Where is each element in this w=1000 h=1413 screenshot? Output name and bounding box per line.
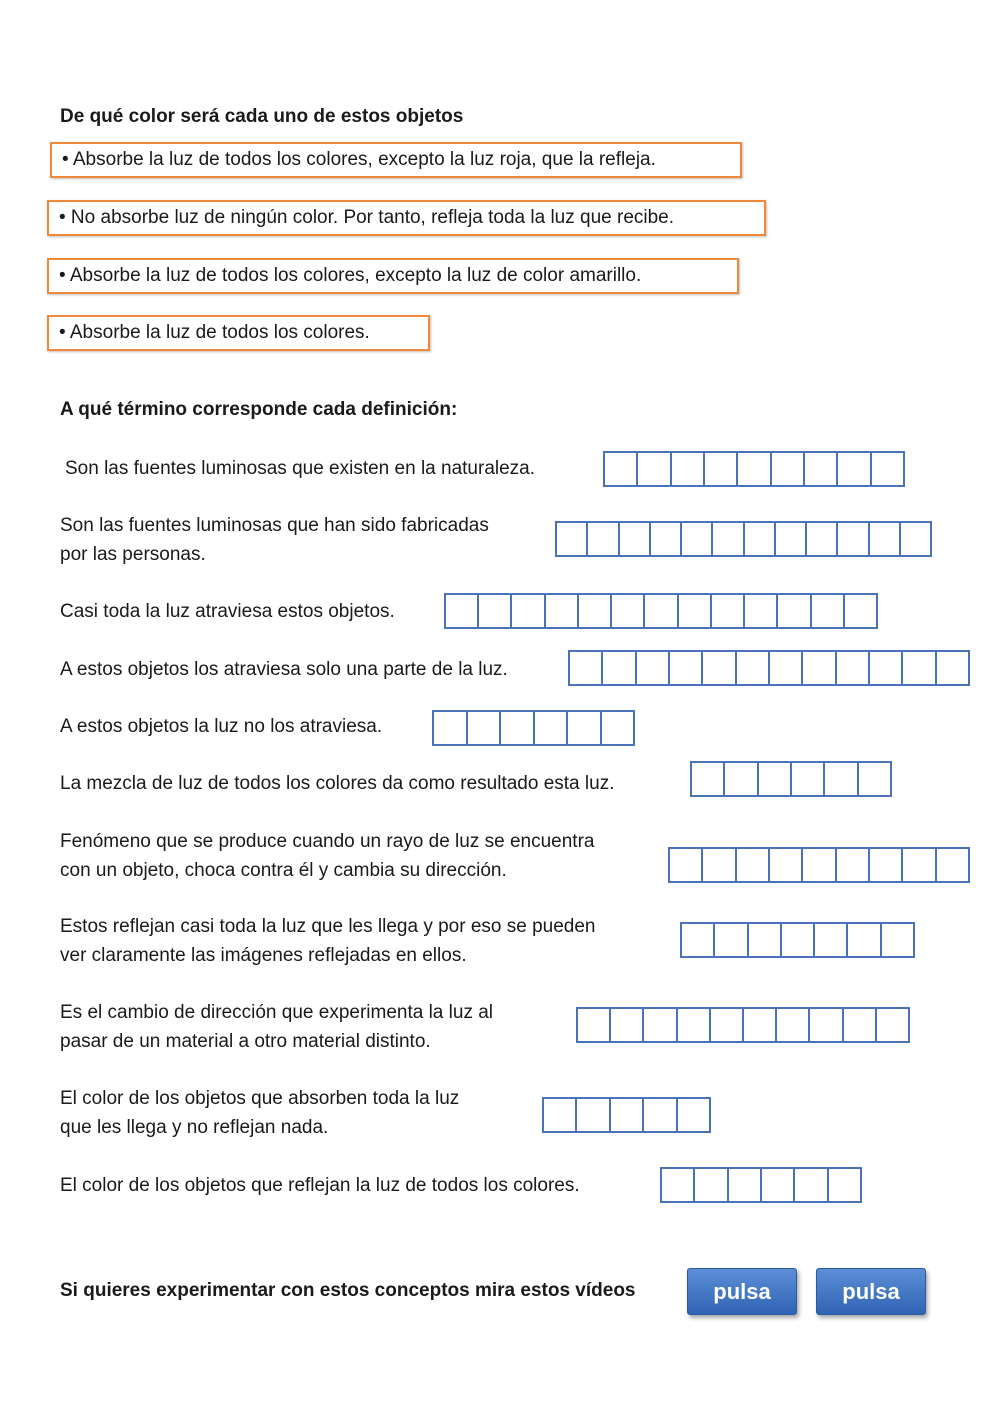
- letter-cell[interactable]: [877, 1009, 908, 1041]
- answer-boxes-10[interactable]: [542, 1097, 711, 1133]
- definition-line: Casi toda la luz atraviesa estos objetos.: [60, 601, 395, 622]
- letter-cell[interactable]: [807, 523, 838, 555]
- letter-cell[interactable]: [620, 523, 651, 555]
- letter-cell[interactable]: [844, 1009, 877, 1041]
- definition-text-2: [60, 511, 489, 569]
- letter-cell[interactable]: [738, 453, 771, 485]
- letter-cell[interactable]: [882, 924, 913, 956]
- definition-text-9: [60, 998, 493, 1056]
- letter-cell[interactable]: [901, 523, 930, 555]
- letter-cell[interactable]: [870, 652, 903, 684]
- letter-cell[interactable]: [603, 652, 636, 684]
- definition-line: por las personas.: [60, 544, 206, 565]
- letter-cell[interactable]: [611, 1009, 644, 1041]
- letter-cell[interactable]: [705, 453, 738, 485]
- letter-cell[interactable]: [679, 595, 712, 627]
- definition-line: El color de los objetos que absorben toda la luz: [60, 1088, 460, 1109]
- letter-cell[interactable]: [568, 712, 602, 744]
- letter-cell[interactable]: [805, 453, 838, 485]
- letter-cell[interactable]: [670, 652, 703, 684]
- letter-cell[interactable]: [678, 1099, 709, 1131]
- letter-cell[interactable]: [777, 1009, 810, 1041]
- letter-cell[interactable]: [479, 595, 512, 627]
- letter-cell[interactable]: [638, 453, 671, 485]
- answer-boxes-5[interactable]: [432, 710, 635, 746]
- letter-cell[interactable]: [937, 652, 968, 684]
- letter-cell[interactable]: [682, 523, 713, 555]
- letter-cell[interactable]: [501, 712, 535, 744]
- letter-cell[interactable]: [579, 595, 612, 627]
- letter-cell[interactable]: [446, 595, 479, 627]
- definition-text-8: [60, 912, 596, 970]
- letter-cell[interactable]: [838, 453, 871, 485]
- letter-cell[interactable]: [670, 849, 703, 881]
- object-description-2: • No absorbe luz de ningún color. Por tanto, refleja toda la luz que recibe.: [47, 200, 766, 236]
- answer-boxes-3[interactable]: [444, 593, 878, 629]
- letter-cell[interactable]: [803, 652, 836, 684]
- letter-cell[interactable]: [729, 1169, 762, 1201]
- definition-text-6: [60, 769, 614, 798]
- letter-cell[interactable]: [577, 1099, 610, 1131]
- letter-cell[interactable]: [815, 924, 848, 956]
- answer-boxes-8[interactable]: [680, 922, 915, 958]
- letter-cell[interactable]: [872, 453, 903, 485]
- letter-cell[interactable]: [588, 523, 619, 555]
- definition-line: Estos reflejan casi toda la luz que les llega y por eso se pueden: [60, 916, 596, 937]
- letter-cell[interactable]: [715, 924, 748, 956]
- definition-line: ver claramente las imágenes reflejadas en ellos.: [60, 945, 467, 966]
- letter-cell[interactable]: [645, 595, 678, 627]
- letter-cell[interactable]: [468, 712, 502, 744]
- letter-cell[interactable]: [859, 763, 890, 795]
- letter-cell[interactable]: [870, 849, 903, 881]
- video-button-2[interactable]: pulsa: [816, 1268, 926, 1315]
- definition-line: Son las fuentes luminosas que han sido fabricadas: [60, 515, 489, 536]
- definition-line: La mezcla de luz de todos los colores da como resultado esta luz.: [60, 773, 615, 794]
- section2-title: A qué término corresponde cada definición:: [60, 399, 458, 420]
- letter-cell[interactable]: [776, 523, 807, 555]
- letter-cell[interactable]: [512, 595, 545, 627]
- definition-text-1: [65, 454, 535, 483]
- letter-cell[interactable]: [810, 1009, 843, 1041]
- answer-boxes-7[interactable]: [668, 847, 970, 883]
- letter-cell[interactable]: [692, 763, 725, 795]
- letter-cell[interactable]: [703, 652, 736, 684]
- letter-cell[interactable]: [870, 523, 901, 555]
- letter-cell[interactable]: [570, 652, 603, 684]
- object-description-1: • Absorbe la luz de todos los colores, excepto la luz roja, que la refleja.: [50, 142, 742, 178]
- letter-cell[interactable]: [644, 1099, 677, 1131]
- letter-cell[interactable]: [792, 763, 825, 795]
- letter-cell[interactable]: [837, 652, 870, 684]
- letter-cell[interactable]: [745, 523, 776, 555]
- definition-text-5: [60, 712, 382, 741]
- letter-cell[interactable]: [937, 849, 968, 881]
- definition-line: El color de los objetos que reflejan la luz de todos los colores.: [60, 1175, 580, 1196]
- letter-cell[interactable]: [711, 1009, 744, 1041]
- letter-cell[interactable]: [605, 453, 638, 485]
- letter-cell[interactable]: [848, 924, 881, 956]
- letter-cell[interactable]: [637, 652, 670, 684]
- letter-cell[interactable]: [737, 849, 770, 881]
- letter-cell[interactable]: [578, 1009, 611, 1041]
- answer-boxes-11[interactable]: [660, 1167, 862, 1203]
- letter-cell[interactable]: [795, 1169, 828, 1201]
- letter-cell[interactable]: [725, 763, 758, 795]
- section1-title: De qué color será cada uno de estos objetos: [60, 106, 464, 127]
- video-button-1[interactable]: pulsa: [687, 1268, 797, 1315]
- letter-cell[interactable]: [772, 453, 805, 485]
- letter-cell[interactable]: [644, 1009, 677, 1041]
- letter-cell[interactable]: [803, 849, 836, 881]
- definition-text-3: [60, 597, 395, 626]
- letter-cell[interactable]: [903, 849, 936, 881]
- definition-text-4: [60, 655, 508, 684]
- letter-cell[interactable]: [612, 595, 645, 627]
- letter-cell[interactable]: [434, 712, 468, 744]
- definition-text-11: [60, 1171, 580, 1200]
- letter-cell[interactable]: [602, 712, 634, 744]
- letter-cell[interactable]: [825, 763, 858, 795]
- letter-cell[interactable]: [744, 1009, 777, 1041]
- letter-cell[interactable]: [662, 1169, 695, 1201]
- letter-cell[interactable]: [903, 652, 936, 684]
- letter-cell[interactable]: [672, 453, 705, 485]
- letter-cell[interactable]: [712, 595, 745, 627]
- letter-cell[interactable]: [703, 849, 736, 881]
- letter-cell[interactable]: [745, 595, 778, 627]
- definition-text-7: [60, 827, 594, 885]
- letter-cell[interactable]: [812, 595, 845, 627]
- letter-cell[interactable]: [778, 595, 811, 627]
- answer-boxes-4[interactable]: [568, 650, 970, 686]
- definition-line: Fenómeno que se produce cuando un rayo de luz se encuentra: [60, 831, 595, 852]
- letter-cell[interactable]: [546, 595, 579, 627]
- letter-cell[interactable]: [837, 849, 870, 881]
- letter-cell[interactable]: [611, 1099, 644, 1131]
- definition-line: que les llega y no reflejan nada.: [60, 1117, 329, 1138]
- object-description-3: • Absorbe la luz de todos los colores, excepto la luz de color amarillo.: [47, 258, 739, 294]
- answer-boxes-2[interactable]: [555, 521, 932, 557]
- letter-cell[interactable]: [782, 924, 815, 956]
- definition-line: A estos objetos la luz no los atraviesa.: [60, 716, 383, 737]
- letter-cell[interactable]: [678, 1009, 711, 1041]
- letter-cell[interactable]: [737, 652, 770, 684]
- definition-line: con un objeto, choca contra él y cambia su dirección.: [60, 860, 507, 881]
- letter-cell[interactable]: [829, 1169, 860, 1201]
- letter-cell[interactable]: [770, 652, 803, 684]
- letter-cell[interactable]: [759, 763, 792, 795]
- object-description-4: • Absorbe la luz de todos los colores.: [47, 315, 430, 351]
- letter-cell[interactable]: [535, 712, 569, 744]
- letter-cell[interactable]: [749, 924, 782, 956]
- letter-cell[interactable]: [544, 1099, 577, 1131]
- definition-line: Son las fuentes luminosas que existen en la naturaleza.: [65, 458, 536, 479]
- answer-boxes-6[interactable]: [690, 761, 892, 797]
- letter-cell[interactable]: [845, 595, 876, 627]
- footer-text: Si quieres experimentar con estos conceptos mira estos vídeos: [60, 1280, 636, 1301]
- letter-cell[interactable]: [838, 523, 869, 555]
- letter-cell[interactable]: [762, 1169, 795, 1201]
- definition-text-10: [60, 1084, 459, 1142]
- letter-cell[interactable]: [557, 523, 588, 555]
- answer-boxes-9[interactable]: [576, 1007, 910, 1043]
- letter-cell[interactable]: [695, 1169, 728, 1201]
- definition-line: pasar de un material a otro material distinto.: [60, 1031, 431, 1052]
- answer-boxes-1[interactable]: [603, 451, 905, 487]
- letter-cell[interactable]: [682, 924, 715, 956]
- definition-line: Es el cambio de dirección que experimenta la luz al: [60, 1002, 494, 1023]
- letter-cell[interactable]: [713, 523, 744, 555]
- definition-line: A estos objetos los atraviesa solo una parte de la luz.: [60, 659, 508, 680]
- letter-cell[interactable]: [770, 849, 803, 881]
- letter-cell[interactable]: [651, 523, 682, 555]
